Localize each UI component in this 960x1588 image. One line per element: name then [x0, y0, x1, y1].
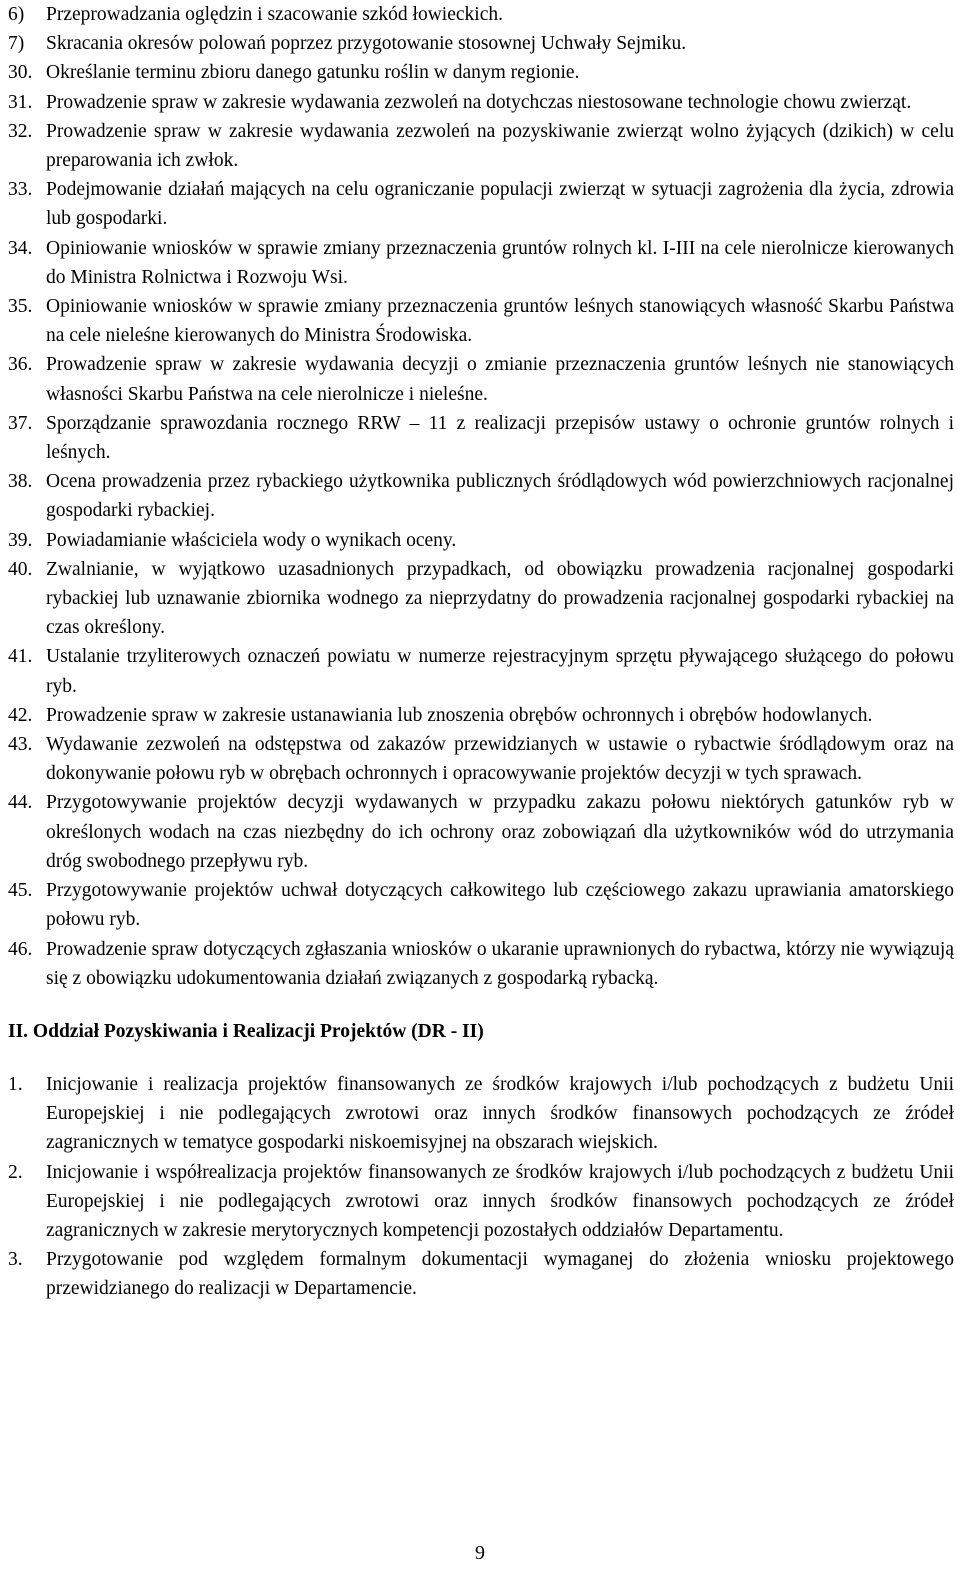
list-item: [8, 350, 954, 408]
list-item-text: Zwalnianie, w wyjątkowo uzasadnionych przypadkach, od obowiązku prowadzenia racjonalnej gospodarki rybackiej lub uznawanie zbiornika wodnego za nieprzydatny do prowadzenia racjonalnej gospodarki rybackiej na czas określony.: [46, 558, 954, 639]
list-item-text: Określanie terminu zbioru danego gatunku roślin w danym regionie.: [46, 62, 580, 84]
list-item-number: 36.: [8, 354, 33, 376]
list-item: [8, 117, 954, 175]
list-item-number: 3.: [8, 1249, 23, 1271]
list-item-number: 33.: [8, 179, 33, 201]
list-item-text: Prowadzenie spraw w zakresie ustanawiania lub znoszenia obrębów ochronnych i obrębów hodowlanych.: [46, 704, 873, 726]
list-item-text: Przygotowywanie projektów uchwał dotyczących całkowitego lub częściowego zakazu uprawiania amatorskiego połowu ryb.: [46, 880, 954, 931]
list-item: [8, 175, 954, 233]
list-item: [8, 58, 954, 87]
list-item-text: Ocena prowadzenia przez rybackiego użytkownika publicznych śródlądowych wód powierzchniowych racjonalnej gospodarki rybackiej.: [46, 471, 954, 522]
list-item: [8, 292, 954, 350]
list-item-text: Prowadzenie spraw w zakresie wydawania zezwoleń na dotychczas niestosowane technologie chowu zwierząt.: [46, 91, 912, 113]
list-item-number: 35.: [8, 296, 33, 318]
page-number: 9: [475, 1542, 485, 1564]
list-item-number: 31.: [8, 91, 33, 113]
list-item-number: 42.: [8, 704, 33, 726]
list-item-text: Przygotowywanie projektów decyzji wydawanych w przypadku zakazu połowu niektórych gatunków ryb w określonych wodach na czas niezbędny do ich ochrony oraz zobowiązań dla użytkowników wód do utrzymania dróg swobodnego przepływu ryb.: [46, 792, 954, 872]
list-item-number: 40.: [8, 558, 33, 580]
list-item: [8, 1245, 954, 1303]
list-item-number: 43.: [8, 734, 33, 756]
list-item: [8, 555, 954, 643]
list-item-number: 6): [8, 4, 25, 25]
list-item-number: 34.: [8, 237, 33, 259]
tasks-list: [8, 0, 954, 993]
list-item: [8, 29, 954, 58]
list-item-number: 45.: [8, 880, 33, 902]
list-item-number: 39.: [8, 529, 33, 551]
list-item-number: 32.: [8, 120, 33, 142]
list-item: [8, 730, 954, 788]
list-item: [8, 0, 954, 29]
section-heading: II. Oddział Pozyskiwania i Realizacji Projektów (DR - II): [8, 1020, 484, 1042]
list-item: [8, 788, 954, 876]
list-item-text: Przeprowadzania oględzin i szacowanie szkód łowieckich.: [46, 4, 503, 25]
list-item-number: 30.: [8, 62, 33, 84]
list-item-number: 41.: [8, 646, 33, 668]
list-item-number: 1.: [8, 1073, 23, 1095]
list-item-text: Opiniowanie wniosków w sprawie zmiany przeznaczenia gruntów rolnych kl. I-III na cele nierolnicze kierowanych do Ministra Rolnictwa i Rozwoju Wsi.: [46, 237, 954, 288]
list-item: [8, 234, 954, 292]
list-item-text: Opiniowanie wniosków w sprawie zmiany przeznaczenia gruntów leśnych stanowiących własność Skarbu Państwa na cele nieleśne kierowanych do Ministra Środowiska.: [46, 296, 954, 347]
list-item: [8, 409, 954, 467]
list-item-text: Wydawanie zezwoleń na odstępstwa od zakazów przewidzianych w ustawie o rybactwie śródlądowym oraz na dokonywanie połowu ryb w obrębach ochronnych i opracowywanie projektów decyzji w tych sprawach.: [46, 734, 954, 785]
list-item: [8, 467, 954, 525]
list-item-text: Sporządzanie sprawozdania rocznego RRW – 11 z realizacji przepisów ustawy o ochronie gruntów rolnych i leśnych.: [46, 412, 954, 464]
list-item-text: Inicjowanie i realizacja projektów finansowanych ze środków krajowych i/lub pochodzących z budżetu Unii Europejskiej i nie podlegających zwrotowi oraz innych środków finansowych pochodzących ze źródeł zagranicznych w tematyce gospodarki niskoemisyjnej na obszarach wiejskich.: [46, 1073, 954, 1154]
list-item: [8, 1158, 954, 1246]
list-item-number: 46.: [8, 938, 33, 960]
projects-tasks-list: [8, 1070, 954, 1304]
list-item-text: Skracania okresów polowań poprzez przygotowanie stosownej Uchwały Sejmiku.: [46, 33, 687, 55]
list-item-text: Powiadamianie właściciela wody o wynikach oceny.: [46, 529, 457, 551]
list-item: [8, 526, 954, 555]
list-item-text: Prowadzenie spraw w zakresie wydawania zezwoleń na pozyskiwanie zwierząt wolno żyjących (dzikich) w celu preparowania ich zwłok.: [46, 120, 954, 172]
list-item-text: Ustalanie trzyliterowych oznaczeń powiatu w numerze rejestracyjnym sprzętu pływającego służącego do połowu ryb.: [46, 646, 954, 697]
list-item-number: 7): [8, 33, 25, 55]
list-item: [8, 642, 954, 700]
list-item-number: 38.: [8, 471, 33, 493]
list-item-text: Inicjowanie i współrealizacja projektów finansowanych ze środków krajowych i/lub pochodzących z budżetu Unii Europejskiej i nie podlegających zwrotowi oraz innych środków finansowych pochodzących ze źródeł zagranicznych w zakresie merytorycznych kompetencji pozostałych oddziałów Departamentu.: [46, 1161, 954, 1241]
list-item: [8, 701, 954, 730]
list-item-number: 37.: [8, 412, 33, 434]
list-item-number: 44.: [8, 792, 33, 814]
list-item-number: 2.: [8, 1161, 23, 1183]
list-item-text: Przygotowanie pod względem formalnym dokumentacji wymaganej do złożenia wniosku projektowego przewidzianego do realizacji w Departamencie.: [46, 1249, 954, 1300]
document-content: [8, 0, 954, 1304]
list-item: [8, 1070, 954, 1158]
list-item-text: Podejmowanie działań mających na celu ograniczanie populacji zwierząt w sytuacji zagrożenia dla życia, zdrowia lub gospodarki.: [46, 179, 954, 230]
list-item-text: Prowadzenie spraw dotyczących zgłaszania wniosków o ukaranie uprawnionych do rybactwa, którzy nie wywiązują się z obowiązku udokumentowania działań związanych z gospodarką rybacką.: [46, 938, 954, 989]
list-item-text: Prowadzenie spraw w zakresie wydawania decyzji o zmianie przeznaczenia gruntów leśnych nie stanowiących własności Skarbu Państwa na cele nierolnicze i nieleśne.: [46, 354, 954, 405]
list-item: [8, 876, 954, 934]
list-item: [8, 88, 954, 117]
list-item: [8, 935, 954, 993]
